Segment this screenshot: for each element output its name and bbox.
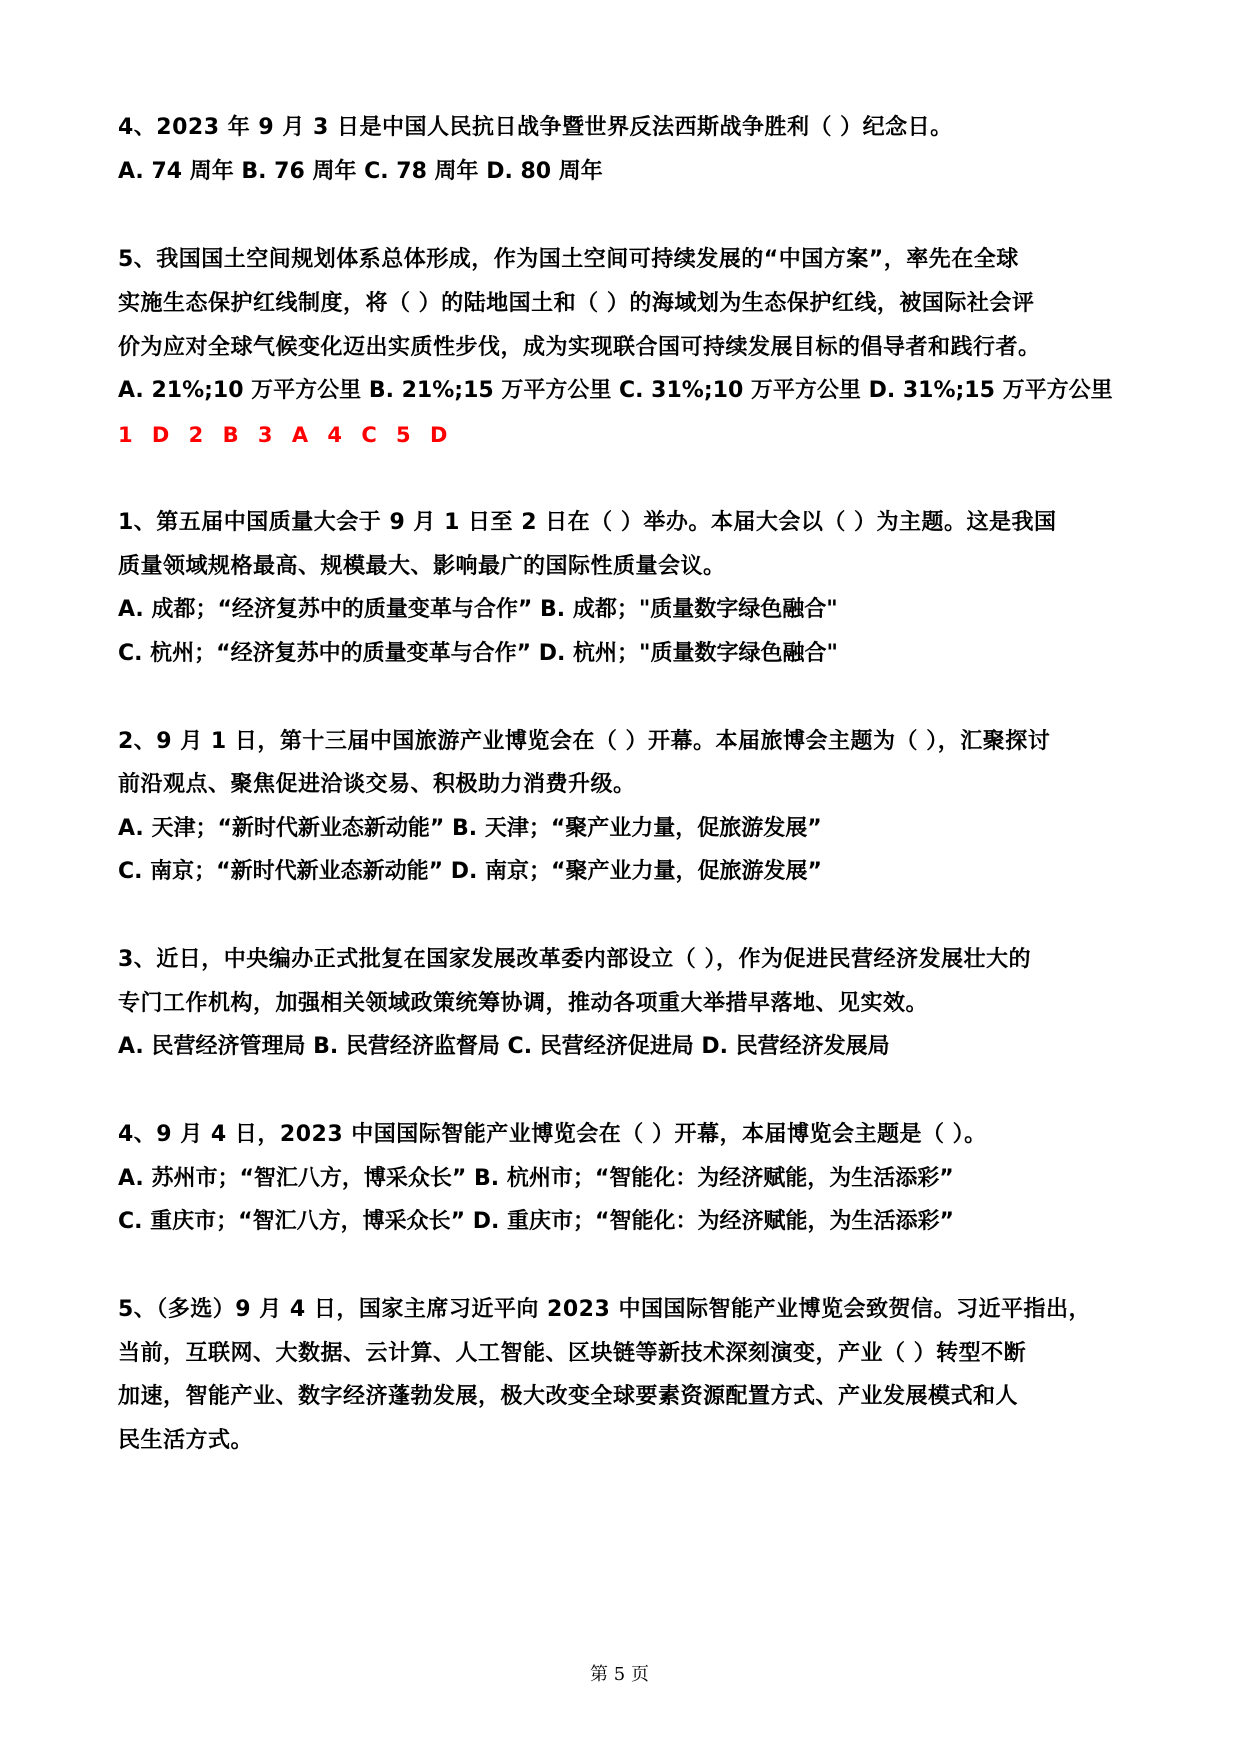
question-b3-text-line-2: 专门工作机构，加强相关领域政策统筹协调，推动各项重大举措早落地、见实效。: [118, 991, 929, 1016]
question-a5-text-line-2: 实施生态保护红线制度，将（ ）的陆地国土和（ ）的海域划为生态保护红线，被国际社会评: [118, 291, 1035, 316]
question-b1-text-line-2: 质量领域规格最高、规模最大、影响最广的国际性质量会议。: [118, 554, 726, 579]
question-b3-options-line-1: A. 民营经济管理局 B. 民营经济监督局 C. 民营经济促进局 D. 民营经济发展局: [118, 1034, 890, 1059]
question-a5-text-line-1: 5、我国国土空间规划体系总体形成，作为国土空间可持续发展的“中国方案”，率先在全球: [118, 247, 1019, 272]
question-b5-text-line-1: 5、（多选）9 月 4 日，国家主席习近平向 2023 中国国际智能产业博览会致贺信。习近平指出，: [118, 1297, 1091, 1322]
question-b4-text-line-1: 4、9 月 4 日，2023 中国国际智能产业博览会在（ ）开幕，本届博览会主题是（ ）。: [118, 1122, 987, 1147]
question-b3-text-line-1: 3、近日，中央编办正式批复在国家发展改革委内部设立（ ），作为促进民营经济发展壮大的: [118, 947, 1031, 972]
question-b5-text-line-2: 当前，互联网、大数据、云计算、人工智能、区块链等新技术深刻演变，产业（ ）转型不断: [118, 1341, 1027, 1366]
question-a5-options-line-1: A. 21%;10 万平方公里 B. 21%;15 万平方公里 C. 31%;10 万平方公里 D. 31%;15 万平方公里: [118, 378, 1113, 403]
question-b2-text-line-2: 前沿观点、聚焦促进洽谈交易、积极助力消费升级。: [118, 772, 636, 797]
question-b4-options-line-1: A. 苏州市；“智汇八方，博采众长” B. 杭州市；“智能化：为经济赋能，为生活添彩”: [118, 1166, 954, 1191]
question-b1-text-line-1: 1、第五届中国质量大会于 9 月 1 日至 2 日在（ ）举办。本届大会以（ ）为主题。这是我国: [118, 510, 1057, 535]
page-number: 第 5 页: [590, 1664, 649, 1685]
question-b5-text-line-4: 民生活方式。: [118, 1428, 254, 1453]
question-a4-text-line-1: 4、2023 年 9 月 3 日是中国人民抗日战争暨世界反法西斯战争胜利（ ）纪念日。: [118, 115, 953, 140]
question-b2-options-line-1: A. 天津；“新时代新业态新动能” B. 天津；“聚产业力量，促旅游发展”: [118, 816, 822, 841]
question-b2-text-line-1: 2、9 月 1 日，第十三届中国旅游产业博览会在（ ）开幕。本届旅博会主题为（ ），汇聚探讨: [118, 729, 1051, 754]
answer-key: 1 D 2 B 3 A 4 C 5 D: [118, 423, 454, 447]
question-b1-options-line-2: C. 杭州；“经济复苏中的质量变革与合作” D. 杭州；"质量数字绿色融合": [118, 641, 838, 666]
question-b5-text-line-3: 加速，智能产业、数字经济蓬勃发展，极大改变全球要素资源配置方式、产业发展模式和人: [118, 1384, 1019, 1409]
question-a5-text-line-3: 价为应对全球气候变化迈出实质性步伐，成为实现联合国可持续发展目标的倡导者和践行者。: [118, 335, 1041, 360]
question-b4-options-line-2: C. 重庆市；“智汇八方，博采众长” D. 重庆市；“智能化：为经济赋能，为生活添彩”: [118, 1209, 954, 1234]
question-b2-options-line-2: C. 南京；“新时代新业态新动能” D. 南京；“聚产业力量，促旅游发展”: [118, 859, 822, 884]
question-a4-options-line-1: A. 74 周年 B. 76 周年 C. 78 周年 D. 80 周年: [118, 159, 603, 184]
question-b1-options-line-1: A. 成都；“经济复苏中的质量变革与合作” B. 成都；"质量数字绿色融合": [118, 597, 838, 622]
